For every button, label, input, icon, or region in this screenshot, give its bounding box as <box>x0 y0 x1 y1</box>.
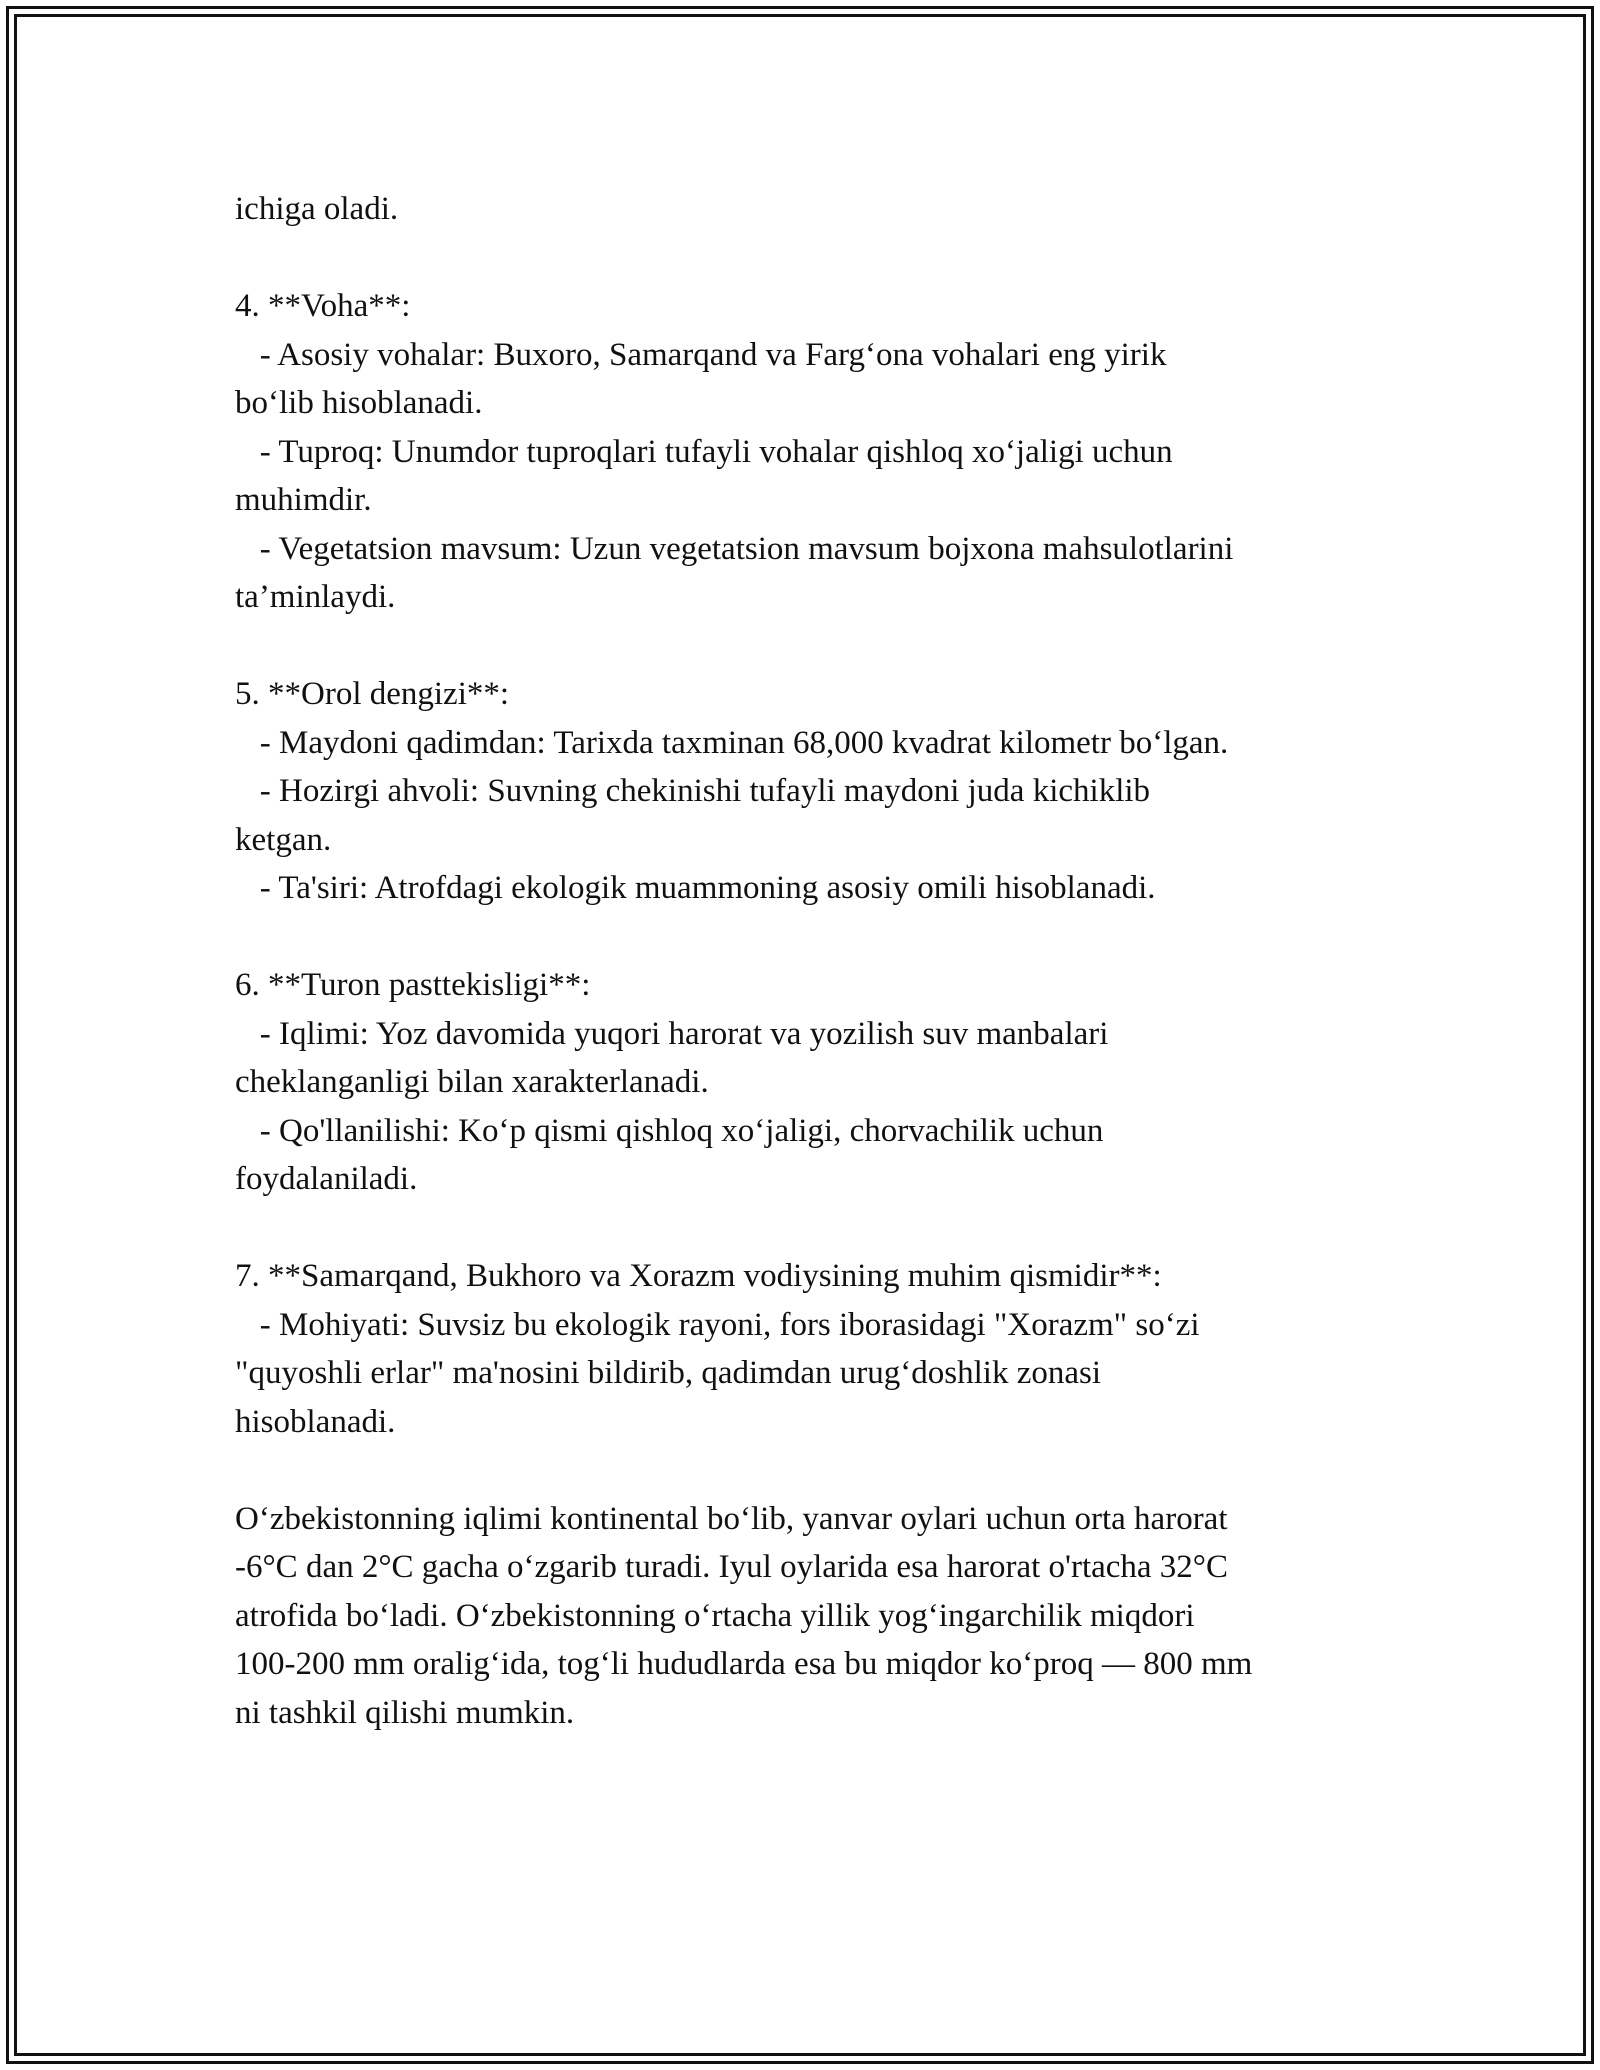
text-line: 100-200 mm oralig‘ida, tog‘li hududlarda esa bu miqdor ko‘proq — 800 mm <box>235 1646 1253 1682</box>
text-line: -6°C dan 2°C gacha o‘zgarib turadi. Iyul oylarida esa harorat o'rtacha 32°C <box>235 1549 1229 1585</box>
text-line: ichiga oladi. <box>235 191 399 227</box>
section-heading: 7. **Samarqand, Bukhoro va Xorazm vodiysining muhim qismidir**: <box>235 1258 1162 1294</box>
document-body <box>235 185 1435 1737</box>
section-heading: 4. **Voha**: <box>235 288 411 324</box>
text-line: - Hozirgi ahvoli: Suvning chekinishi tufayli maydoni juda kichiklib <box>235 773 1151 809</box>
blank-line <box>235 1204 1435 1253</box>
text-line: - Tuproq: Unumdor tuproqlari tufayli vohalar qishloq xo‘jaligi uchun <box>235 433 1173 470</box>
text-line: hisoblanadi. <box>235 1403 396 1440</box>
blank-line <box>235 234 1435 283</box>
blank-line <box>235 622 1435 671</box>
text-line: - Vegetatsion mavsum: Uzun vegetatsion mavsum bojxona mahsulotlarini <box>235 530 1234 567</box>
text-line: - Mohiyati: Suvsiz bu ekologik rayoni, fors iborasidagi "Xorazm" so‘zi <box>235 1306 1200 1343</box>
blank-line <box>235 1446 1435 1495</box>
text-line: - Iqlimi: Yoz davomida yuqori harorat va yozilish suv manbalari <box>235 1015 1109 1052</box>
text-line: bo‘lib hisoblanadi. <box>235 385 483 421</box>
text-line: - Qo'llanilishi: Ko‘p qismi qishloq xo‘jaligi, chorvachilik uchun <box>235 1112 1104 1149</box>
section-heading: 5. **Orol dengizi**: <box>235 676 510 712</box>
text-line: O‘zbekistonning iqlimi kontinental bo‘lib, yanvar oylari uchun orta harorat <box>235 1500 1228 1537</box>
text-line: foydalaniladi. <box>235 1161 418 1197</box>
section-heading: 6. **Turon pasttekisligi**: <box>235 967 591 1003</box>
text-line: - Asosiy vohalar: Buxoro, Samarqand va Farg‘ona vohalari eng yirik <box>235 336 1167 373</box>
blank-line <box>235 913 1435 962</box>
text-line: - Ta'siri: Atrofdagi ekologik muammoning asosiy omili hisoblanadi. <box>235 870 1156 906</box>
text-line: ta’minlaydi. <box>235 579 396 615</box>
text-line: ketgan. <box>235 821 332 858</box>
text-line: - Maydoni qadimdan: Tarixda taxminan 68,000 kvadrat kilometr bo‘lgan. <box>235 724 1229 761</box>
text-line: ni tashkil qilishi mumkin. <box>235 1694 575 1731</box>
text-line: "quyoshli erlar" ma'nosini bildirib, qadimdan urug‘doshlik zonasi <box>235 1355 1102 1391</box>
text-line: cheklanganligi bilan xarakterlanadi. <box>235 1064 709 1100</box>
text-line: muhimdir. <box>235 482 372 518</box>
text-line: atrofida bo‘ladi. O‘zbekistonning o‘rtacha yillik yog‘ingarchilik miqdori <box>235 1597 1195 1634</box>
